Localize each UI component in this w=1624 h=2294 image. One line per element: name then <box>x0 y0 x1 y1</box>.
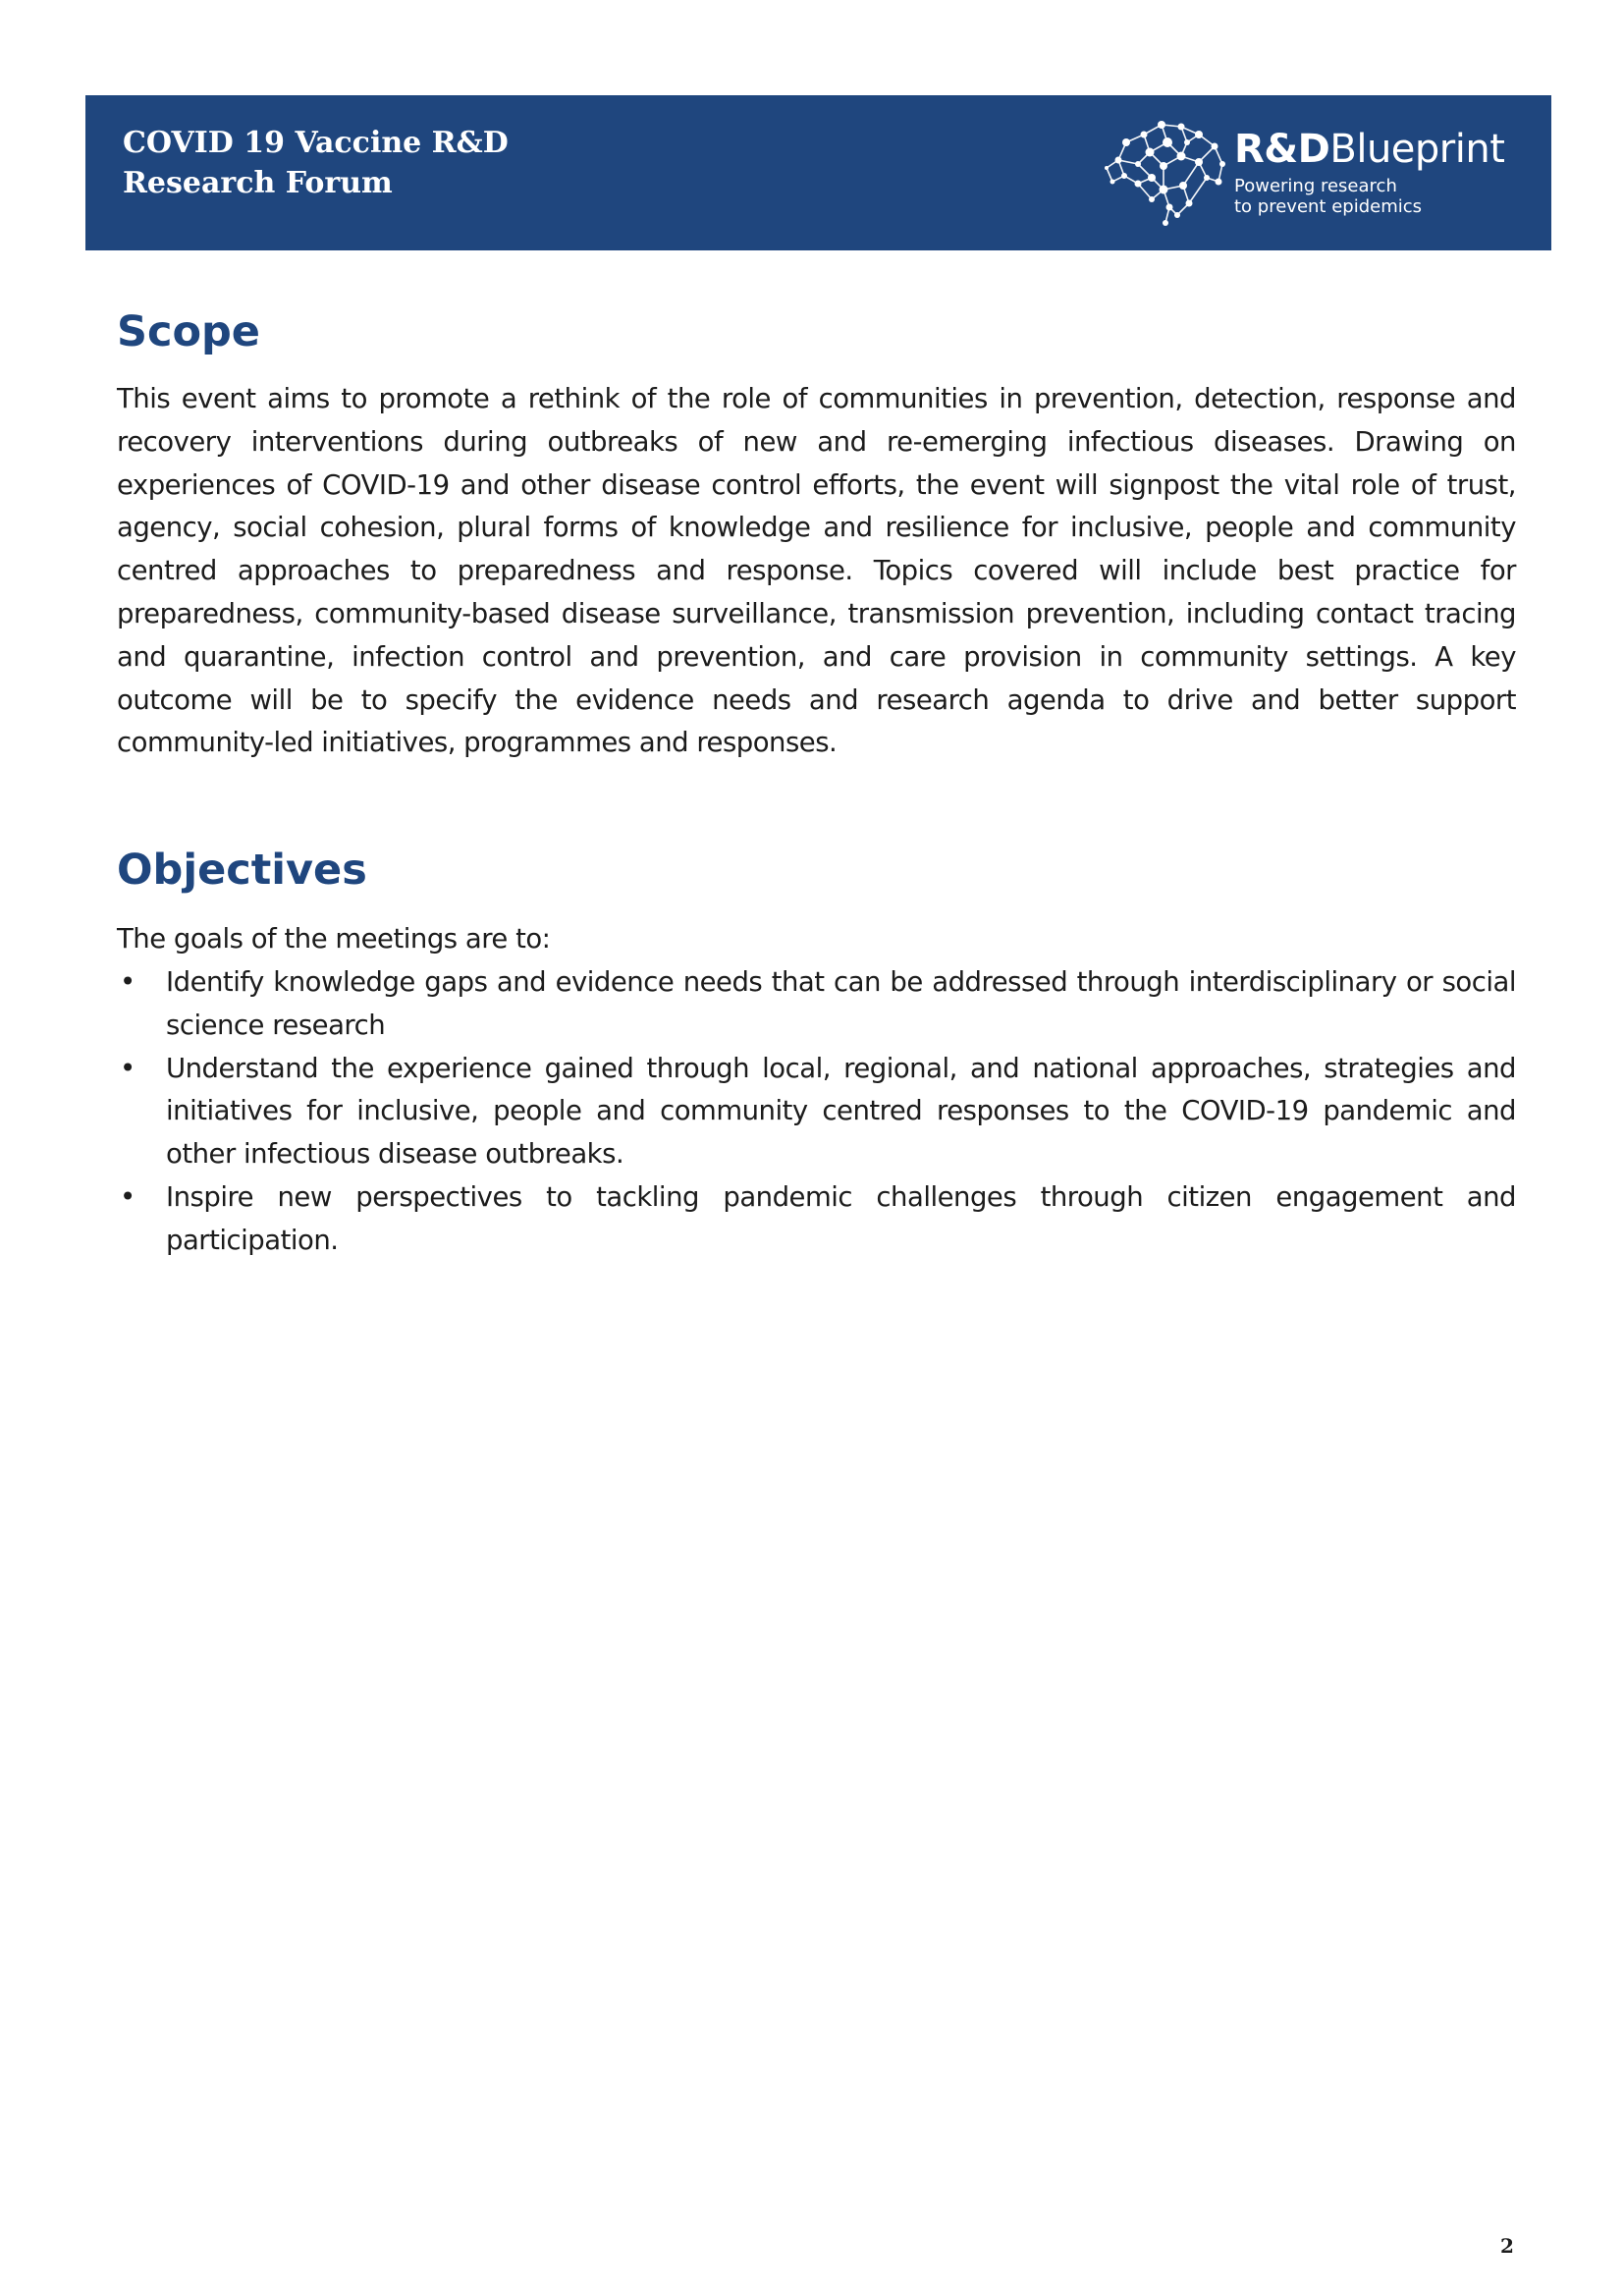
bullet-icon: • <box>120 966 135 998</box>
bullet-icon: • <box>120 1180 135 1213</box>
logo-tagline <box>1234 176 1504 217</box>
forum-title-line-1: COVID 19 Vaccine R&D <box>123 126 509 160</box>
rd-blueprint-logo <box>1105 113 1537 231</box>
objective-item <box>117 1176 1516 1263</box>
scope-paragraph: This event aims to promote a rethink of the role of communities in prevention, detection, response and recovery interventions during outbreaks of new and re-emerging infectious diseases. Drawing on experiences of COVID-19 and other disease control efforts, the event will signpost the vital role of trust, agency, social cohesion, plural forms of knowledge and resilience for inclusive, people and community centred approaches to preparedness and response. Topics covered will include best practice for preparedness, community-based disease surveillance, transmission prevention, including contact tracing and quarantine, infection control and prevention, and care provision in community settings. A key outcome will be to specify the evidence needs and research agenda to drive and better support community-led initiatives, programmes and responses. <box>117 383 1516 759</box>
document-header <box>85 95 1551 250</box>
logo-text <box>1234 127 1504 217</box>
page-number: 2 <box>1500 2234 1514 2258</box>
scope-heading: Scope <box>117 307 260 356</box>
objective-text: Inspire new perspectives to tackling pandemic challenges through citizen engagement and participation. <box>166 1180 1516 1256</box>
objective-item <box>117 961 1516 1048</box>
bullet-icon: • <box>120 1052 135 1084</box>
forum-title-line-2: Research Forum <box>123 166 393 200</box>
objective-item <box>117 1048 1516 1176</box>
network-globe-icon <box>1105 113 1232 229</box>
logo-name-regular: Blueprint <box>1329 127 1505 172</box>
objectives-list <box>117 961 1516 1263</box>
logo-tagline-line-1: Powering research <box>1234 176 1397 196</box>
logo-name <box>1234 127 1504 172</box>
objectives-intro: The goals of the meetings are to: <box>117 923 551 955</box>
logo-name-bold: R&D <box>1234 127 1330 172</box>
objective-text: Identify knowledge gaps and evidence needs that can be addressed through interdisciplinary or social science research <box>166 966 1516 1041</box>
forum-title <box>123 123 509 203</box>
objective-text: Understand the experience gained through local, regional, and national approaches, strategies and initiatives for inclusive, people and community centred responses to the COVID-19 pandemic and other infectious disease outbreaks. <box>166 1052 1516 1171</box>
logo-tagline-line-2: to prevent epidemics <box>1234 196 1423 217</box>
objectives-heading: Objectives <box>117 846 367 895</box>
